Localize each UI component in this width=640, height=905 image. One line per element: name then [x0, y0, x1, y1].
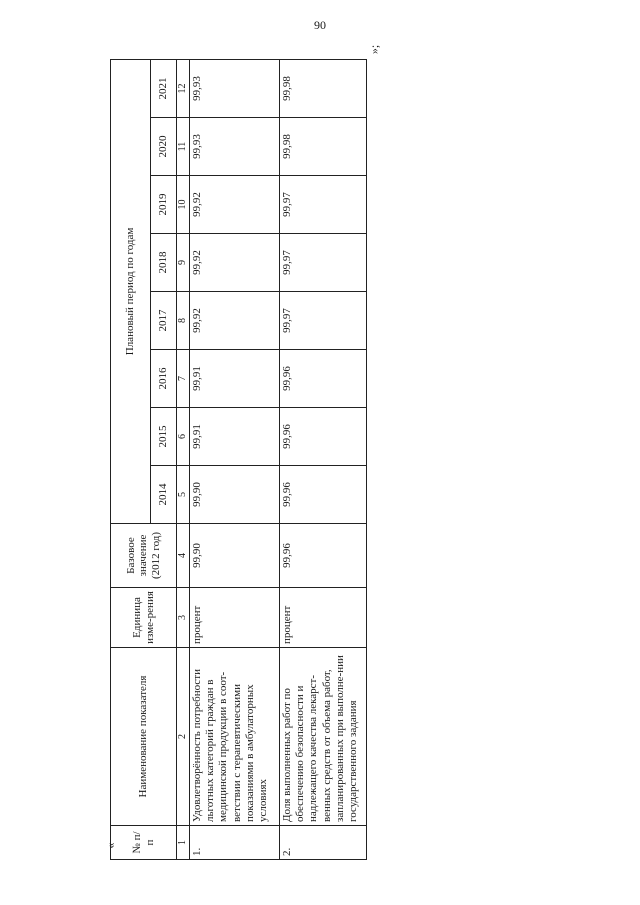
index-cell: 11 [177, 118, 190, 176]
index-row [177, 59, 190, 859]
row-num: 2. [280, 826, 367, 860]
index-cell: 4 [177, 524, 190, 588]
year-value: 99,91 [190, 408, 280, 466]
page-number: 90 [314, 18, 326, 32]
year-value: 99,91 [190, 350, 280, 408]
closing-quote: »; [367, 44, 382, 55]
year-value: 99,96 [280, 350, 367, 408]
header-year: 2020 [151, 118, 177, 176]
year-value: 99,98 [280, 59, 367, 117]
header-year: 2021 [151, 59, 177, 117]
year-value: 99,97 [280, 176, 367, 234]
index-cell: 1 [177, 826, 190, 860]
year-value: 99,92 [190, 176, 280, 234]
unit-cell: процент [280, 588, 367, 648]
header-plan: Плановый период по годам [111, 59, 151, 523]
year-value: 99,93 [190, 59, 280, 117]
year-value: 99,92 [190, 292, 280, 350]
header-year: 2015 [151, 408, 177, 466]
indicator-name: Удовлетворённость потребности льготных категорий граждан в медицинской продукции в соот-ветствии с терапевтическими показаниями в амбулаторных условиях [190, 648, 280, 826]
indicator-name: Доля выполненных работ по обеспечению безопасности и надлежащего качества лекарст-венных средств от объема работ, запланированных при выполне-нии государственного задания [280, 648, 367, 826]
year-value: 99,97 [280, 234, 367, 292]
year-value: 99,98 [280, 118, 367, 176]
header-year: 2019 [151, 176, 177, 234]
header-year: 2016 [151, 350, 177, 408]
header-unit: Единица изме-рения [111, 588, 177, 648]
year-value: 99,97 [280, 292, 367, 350]
base-value: 99,90 [190, 524, 280, 588]
base-value: 99,96 [280, 524, 367, 588]
year-value: 99,96 [280, 466, 367, 524]
rotated-table-wrapper [110, 60, 365, 860]
index-cell: 3 [177, 588, 190, 648]
year-value: 99,90 [190, 466, 280, 524]
header-year: 2017 [151, 292, 177, 350]
header-year: 2014 [151, 466, 177, 524]
index-cell: 5 [177, 466, 190, 524]
header-base: Базовое значение (2012 год) [111, 524, 177, 588]
year-value: 99,96 [280, 408, 367, 466]
header-name: Наименование показателя [111, 648, 177, 826]
index-cell: 7 [177, 350, 190, 408]
table-row [280, 59, 367, 859]
index-cell: 6 [177, 408, 190, 466]
table-row [190, 59, 280, 859]
index-cell: 2 [177, 648, 190, 826]
header-year: 2018 [151, 234, 177, 292]
opening-quote: « [103, 842, 118, 849]
row-num: 1. [190, 826, 280, 860]
year-value: 99,92 [190, 234, 280, 292]
year-value: 99,93 [190, 118, 280, 176]
index-cell: 9 [177, 234, 190, 292]
header-num: № п/п [111, 826, 177, 860]
indicators-table [110, 59, 367, 860]
index-cell: 10 [177, 176, 190, 234]
unit-cell: процент [190, 588, 280, 648]
index-cell: 8 [177, 292, 190, 350]
index-cell: 12 [177, 59, 190, 117]
